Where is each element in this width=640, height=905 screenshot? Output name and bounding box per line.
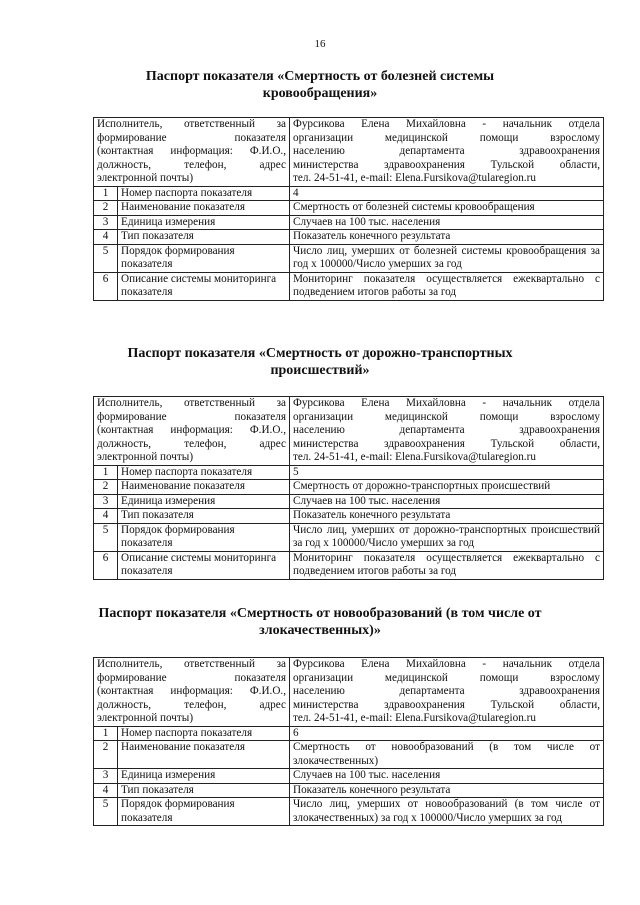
row-number: 5 <box>94 523 118 551</box>
row-value: Случаев на 100 тыс. населения <box>290 215 604 230</box>
executor-value-line: населению департамента здравоохранения <box>293 145 600 157</box>
row-number: 2 <box>94 201 118 216</box>
section-title <box>60 68 580 102</box>
executor-label-line: Исполнитель, ответственный за <box>97 397 286 409</box>
row-value: Показатель конечного результата <box>290 783 604 798</box>
row-value: Показатель конечного результата <box>290 509 604 524</box>
section-title-line: злокачественных)» <box>259 623 381 638</box>
section-title-line: Паспорт показателя «Смертность от болезней системы <box>145 69 495 84</box>
executor-label-line: должность, телефон, адрес <box>97 158 286 171</box>
executor-label-line: электронной почты) <box>97 451 194 463</box>
row-number: 2 <box>94 741 118 769</box>
row-value: 5 <box>290 465 604 480</box>
executor-label-line: формирование показателя <box>97 131 286 144</box>
executor-label-line: (контактная информация: Ф.И.О., <box>97 685 286 697</box>
row-number: 5 <box>94 244 118 272</box>
row-value: Число лиц, умерших от новообразований (в том числе от злокачественных) за год x 100000/Число умерших за год <box>290 798 604 826</box>
row-label: Порядок формирования показателя <box>118 523 290 551</box>
executor-value <box>290 118 604 187</box>
row-label: Порядок формирования показателя <box>118 798 290 826</box>
section-title-line: Паспорт показателя «Смертность от новообразований (в том числе от <box>98 606 542 621</box>
table-row <box>94 494 604 509</box>
executor-value-line: населению департамента здравоохранения <box>293 424 600 436</box>
row-label: Номер паспорта показателя <box>118 465 290 480</box>
executor-row <box>94 658 604 727</box>
table-row <box>94 201 604 216</box>
executor-value-line: Фурсикова Елена Михайловна - начальник отдела <box>293 118 600 130</box>
table-row <box>94 741 604 769</box>
table-row <box>94 480 604 495</box>
table-row <box>94 798 604 826</box>
row-label: Наименование показателя <box>118 480 290 495</box>
row-value: Смертность от болезней системы кровообращения <box>290 201 604 216</box>
executor-label-line: (контактная информация: Ф.И.О., <box>97 145 286 157</box>
executor-value-line: Фурсикова Елена Михайловна - начальник отдела <box>293 658 600 670</box>
executor-value-line: Фурсикова Елена Михайловна - начальник отдела <box>293 397 600 409</box>
row-label: Тип показателя <box>118 230 290 245</box>
row-value: Число лиц, умерших от дорожно-транспортных происшествий за год x 100000/Число умерших за год <box>290 523 604 551</box>
row-number: 6 <box>94 272 118 300</box>
row-label: Тип показателя <box>118 509 290 524</box>
row-value: Случаев на 100 тыс. населения <box>290 769 604 784</box>
executor-value-line: организации медицинской помощи взрослому <box>293 671 600 684</box>
executor-row <box>94 118 604 187</box>
executor-label-line: должность, телефон, адрес <box>97 698 286 711</box>
table-row <box>94 186 604 201</box>
table-row <box>94 509 604 524</box>
row-label: Наименование показателя <box>118 741 290 769</box>
executor-label-line: Исполнитель, ответственный за <box>97 658 286 670</box>
row-value: Случаев на 100 тыс. населения <box>290 494 604 509</box>
row-label: Номер паспорта показателя <box>118 726 290 741</box>
row-value: Число лиц, умерших от болезней системы кровообращения за год x 100000/Число умерших за год <box>290 244 604 272</box>
table-row <box>94 769 604 784</box>
table-row <box>94 783 604 798</box>
row-number: 4 <box>94 509 118 524</box>
executor-label-line: (контактная информация: Ф.И.О., <box>97 424 286 436</box>
row-value: Мониторинг показателя осуществляется ежеквартально с подведением итогов работы за год <box>290 551 604 579</box>
row-value: Смертность от дорожно-транспортных происшествий <box>290 480 604 495</box>
page-number: 16 <box>314 38 326 50</box>
table-row <box>94 726 604 741</box>
row-label: Единица измерения <box>118 494 290 509</box>
row-label: Номер паспорта показателя <box>118 186 290 201</box>
row-label: Описание системы мониторинга показателя <box>118 551 290 579</box>
row-value: 4 <box>290 186 604 201</box>
row-number: 1 <box>94 465 118 480</box>
row-value: 6 <box>290 726 604 741</box>
section-title <box>60 605 580 639</box>
executor-value-line: тел. 24-51-41, e-mail: Elena.Fursikova@tularegion.ru <box>293 712 536 724</box>
row-label: Описание системы мониторинга показателя <box>118 272 290 300</box>
row-number: 3 <box>94 494 118 509</box>
row-number: 4 <box>94 783 118 798</box>
row-label: Единица измерения <box>118 215 290 230</box>
executor-label <box>94 118 290 187</box>
row-value: Показатель конечного результата <box>290 230 604 245</box>
row-label: Порядок формирования показателя <box>118 244 290 272</box>
row-value: Смертность от новообразований (в том числе от злокачественных) <box>290 741 604 769</box>
executor-value <box>290 658 604 727</box>
row-number: 2 <box>94 480 118 495</box>
table-row <box>94 230 604 245</box>
executor-label-line: должность, телефон, адрес <box>97 437 286 450</box>
section-title <box>60 345 580 379</box>
table-row <box>94 523 604 551</box>
executor-value-line: организации медицинской помощи взрослому <box>293 410 600 423</box>
table-row <box>94 551 604 579</box>
passport-table <box>93 657 604 826</box>
table-row <box>94 215 604 230</box>
table-row <box>94 244 604 272</box>
table-row <box>94 465 604 480</box>
executor-row <box>94 397 604 466</box>
executor-value <box>290 397 604 466</box>
executor-value-line: тел. 24-51-41, e-mail: Elena.Fursikova@tularegion.ru <box>293 451 536 463</box>
row-number: 3 <box>94 769 118 784</box>
section-title-line: Паспорт показателя «Смертность от дорожно-транспортных <box>127 346 513 361</box>
row-label: Тип показателя <box>118 783 290 798</box>
executor-label-line: Исполнитель, ответственный за <box>97 118 286 130</box>
row-number: 6 <box>94 551 118 579</box>
executor-label-line: формирование показателя <box>97 410 286 423</box>
section-title-line: происшествий» <box>270 363 370 378</box>
row-number: 5 <box>94 798 118 826</box>
row-number: 3 <box>94 215 118 230</box>
row-label: Наименование показателя <box>118 201 290 216</box>
executor-label-line: формирование показателя <box>97 671 286 684</box>
passport-table <box>93 396 604 580</box>
section-title-line: кровообращения» <box>262 86 378 101</box>
executor-value-line: министерства здравоохранения Тульской области, <box>293 158 600 171</box>
executor-label-line: электронной почты) <box>97 712 194 724</box>
executor-value-line: населению департамента здравоохранения <box>293 685 600 697</box>
executor-value-line: организации медицинской помощи взрослому <box>293 131 600 144</box>
executor-value-line: министерства здравоохранения Тульской области, <box>293 698 600 711</box>
row-number: 1 <box>94 726 118 741</box>
executor-value-line: министерства здравоохранения Тульской области, <box>293 437 600 450</box>
row-value: Мониторинг показателя осуществляется ежеквартально с подведением итогов работы за год <box>290 272 604 300</box>
passport-table <box>93 117 604 301</box>
executor-label <box>94 658 290 727</box>
executor-value-line: тел. 24-51-41, e-mail: Elena.Fursikova@tularegion.ru <box>293 172 536 184</box>
row-number: 1 <box>94 186 118 201</box>
executor-label-line: электронной почты) <box>97 172 194 184</box>
row-number: 4 <box>94 230 118 245</box>
executor-label <box>94 397 290 466</box>
table-row <box>94 272 604 300</box>
row-label: Единица измерения <box>118 769 290 784</box>
